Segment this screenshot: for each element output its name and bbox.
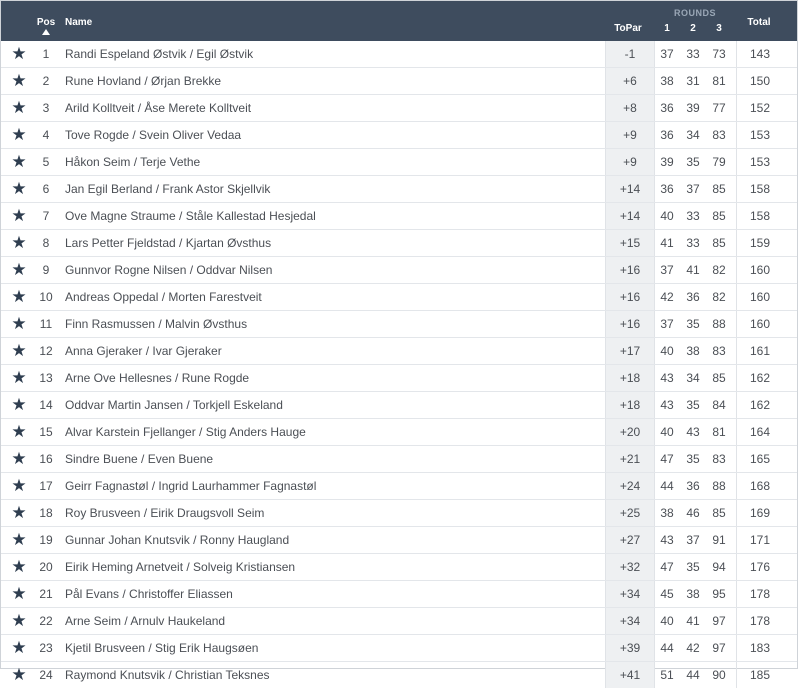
- player-names-cell[interactable]: Eirik Heming Arnetveit / Solveig Kristiansen: [65, 560, 296, 574]
- table-row[interactable]: [1, 365, 797, 392]
- round-1-score-cell: 44: [660, 479, 674, 493]
- topar-cell: -1: [605, 41, 655, 67]
- round-3-score-cell: 85: [712, 371, 726, 385]
- round-3-score-cell: 83: [712, 344, 726, 358]
- table-row[interactable]: [1, 473, 797, 500]
- player-names-cell[interactable]: Andreas Oppedal / Morten Farestveit: [65, 290, 262, 304]
- round-2-score-cell: 33: [686, 209, 700, 223]
- table-row[interactable]: [1, 419, 797, 446]
- position-cell: 22: [39, 614, 53, 628]
- table-row[interactable]: [1, 257, 797, 284]
- total-column-header[interactable]: Total: [747, 17, 771, 28]
- star-icon[interactable]: ★: [11, 287, 27, 306]
- position-cell: 7: [42, 209, 50, 223]
- star-icon[interactable]: ★: [11, 125, 27, 144]
- player-names-cell[interactable]: Ove Magne Straume / Ståle Kallestad Hesjedal: [65, 209, 316, 223]
- total-score-cell: 183: [736, 635, 783, 661]
- star-icon[interactable]: ★: [11, 233, 27, 252]
- total-score-cell: 178: [736, 608, 783, 634]
- round-2-score-cell: 33: [686, 47, 700, 61]
- round-3-score-cell: 88: [712, 317, 726, 331]
- round-3-score-cell: 91: [712, 533, 726, 547]
- round-2-score-cell: 43: [686, 425, 700, 439]
- table-row[interactable]: [1, 230, 797, 257]
- round-3-score-cell: 83: [712, 452, 726, 466]
- topar-cell: +32: [605, 554, 655, 580]
- round-1-score-cell: 51: [660, 668, 674, 682]
- position-cell: 16: [39, 452, 53, 466]
- player-names-cell[interactable]: Arild Kolltveit / Åse Merete Kolltveit: [65, 101, 252, 115]
- topar-cell: +34: [605, 581, 655, 607]
- topar-cell: +15: [605, 230, 655, 256]
- table-row[interactable]: [1, 122, 797, 149]
- round-3-score-cell: 82: [712, 290, 726, 304]
- player-names-cell[interactable]: Alvar Karstein Fjellanger / Stig Anders Hauge: [65, 425, 306, 439]
- round-1-score-cell: 40: [660, 614, 674, 628]
- total-score-cell: 164: [736, 419, 783, 445]
- topar-cell: +9: [605, 122, 655, 148]
- topar-cell: +27: [605, 527, 655, 553]
- total-score-cell: 153: [736, 149, 783, 175]
- total-score-cell: 158: [736, 176, 783, 202]
- player-names-cell[interactable]: Lars Petter Fjeldstad / Kjartan Øvsthus: [65, 236, 272, 250]
- round-1-score-cell: 45: [660, 587, 674, 601]
- table-row[interactable]: [1, 527, 797, 554]
- player-names-cell[interactable]: Oddvar Martin Jansen / Torkjell Eskeland: [65, 398, 283, 412]
- pos-column-header[interactable]: Pos: [36, 17, 56, 28]
- name-column-header[interactable]: Name: [65, 17, 93, 28]
- player-names-cell[interactable]: Geirr Fagnastøl / Ingrid Laurhammer Fagnastøl: [65, 479, 317, 493]
- round-2-score-cell: 37: [686, 182, 700, 196]
- player-names-cell[interactable]: Gunnar Johan Knutsvik / Ronny Haugland: [65, 533, 290, 547]
- total-score-cell: 160: [736, 257, 783, 283]
- position-cell: 3: [42, 101, 50, 115]
- round-2-score-cell: 35: [686, 560, 700, 574]
- rounds-group-header: ROUNDS: [673, 8, 716, 18]
- round-3-score-cell: 90: [712, 668, 726, 682]
- star-icon[interactable]: ★: [11, 665, 27, 684]
- total-score-cell: 169: [736, 500, 783, 526]
- position-cell: 8: [42, 236, 50, 250]
- round-1-score-cell: 43: [660, 371, 674, 385]
- table-row[interactable]: [1, 311, 797, 338]
- star-icon[interactable]: ★: [11, 422, 27, 441]
- player-names-cell[interactable]: Pål Evans / Christoffer Eliassen: [65, 587, 233, 601]
- round-2-score-cell: 46: [686, 506, 700, 520]
- round-3-score-cell: 94: [712, 560, 726, 574]
- player-names-cell[interactable]: Raymond Knutsvik / Christian Teksnes: [65, 668, 270, 682]
- round-2-score-cell: 42: [686, 641, 700, 655]
- round-3-column-header[interactable]: 3: [716, 23, 722, 34]
- position-cell: 21: [39, 587, 53, 601]
- topar-cell: +34: [605, 608, 655, 634]
- total-score-cell: 143: [736, 41, 783, 67]
- topar-cell: +17: [605, 338, 655, 364]
- position-cell: 20: [39, 560, 53, 574]
- round-3-score-cell: 79: [712, 155, 726, 169]
- round-1-score-cell: 44: [660, 641, 674, 655]
- player-names-cell[interactable]: Randi Espeland Østvik / Egil Østvik: [65, 47, 254, 61]
- round-2-score-cell: 39: [686, 101, 700, 115]
- round-2-score-cell: 35: [686, 317, 700, 331]
- player-names-cell[interactable]: Kjetil Brusveen / Stig Erik Haugsøen: [65, 641, 259, 655]
- round-1-score-cell: 36: [660, 128, 674, 142]
- sort-ascending-icon[interactable]: [42, 29, 50, 35]
- round-2-score-cell: 34: [686, 371, 700, 385]
- round-3-score-cell: 85: [712, 236, 726, 250]
- star-icon[interactable]: ★: [11, 98, 27, 117]
- round-1-score-cell: 37: [660, 317, 674, 331]
- round-1-score-cell: 36: [660, 182, 674, 196]
- topar-cell: +9: [605, 149, 655, 175]
- position-cell: 17: [39, 479, 53, 493]
- star-icon[interactable]: ★: [11, 557, 27, 576]
- star-icon[interactable]: ★: [11, 449, 27, 468]
- table-row[interactable]: [1, 176, 797, 203]
- table-row[interactable]: [1, 95, 797, 122]
- star-icon[interactable]: ★: [11, 179, 27, 198]
- round-1-score-cell: 37: [660, 47, 674, 61]
- star-icon[interactable]: ★: [11, 530, 27, 549]
- topar-cell: +16: [605, 257, 655, 283]
- round-1-score-cell: 41: [660, 236, 674, 250]
- position-cell: 12: [39, 344, 53, 358]
- round-3-score-cell: 81: [712, 74, 726, 88]
- round-2-score-cell: 35: [686, 155, 700, 169]
- table-row[interactable]: [1, 635, 797, 662]
- player-names-cell[interactable]: Gunnvor Rogne Nilsen / Oddvar Nilsen: [65, 263, 273, 277]
- player-names-cell[interactable]: Arne Ove Hellesnes / Rune Rogde: [65, 371, 250, 385]
- topar-cell: +25: [605, 500, 655, 526]
- round-1-score-cell: 40: [660, 209, 674, 223]
- round-1-score-cell: 37: [660, 263, 674, 277]
- table-row[interactable]: [1, 338, 797, 365]
- topar-cell: +14: [605, 176, 655, 202]
- topar-cell: +39: [605, 635, 655, 661]
- leaderboard-header: [1, 1, 797, 41]
- table-row[interactable]: [1, 446, 797, 473]
- round-3-score-cell: 97: [712, 614, 726, 628]
- round-1-score-cell: 47: [660, 560, 674, 574]
- table-row[interactable]: [1, 554, 797, 581]
- star-icon[interactable]: ★: [11, 152, 27, 171]
- round-3-score-cell: 82: [712, 263, 726, 277]
- round-3-score-cell: 77: [712, 101, 726, 115]
- total-score-cell: 160: [736, 284, 783, 310]
- table-row[interactable]: [1, 662, 797, 688]
- round-1-score-cell: 39: [660, 155, 674, 169]
- round-1-score-cell: 43: [660, 398, 674, 412]
- topar-cell: +18: [605, 365, 655, 391]
- position-cell: 2: [42, 74, 50, 88]
- round-3-score-cell: 85: [712, 506, 726, 520]
- round-1-score-cell: 36: [660, 101, 674, 115]
- table-row[interactable]: [1, 149, 797, 176]
- star-icon[interactable]: ★: [11, 638, 27, 657]
- player-names-cell[interactable]: Jan Egil Berland / Frank Astor Skjellvik: [65, 182, 271, 196]
- round-1-column-header[interactable]: 1: [664, 23, 670, 34]
- round-3-score-cell: 88: [712, 479, 726, 493]
- round-3-score-cell: 85: [712, 209, 726, 223]
- position-cell: 19: [39, 533, 53, 547]
- player-names-cell[interactable]: Anna Gjeraker / Ivar Gjeraker: [65, 344, 222, 358]
- total-score-cell: 162: [736, 392, 783, 418]
- table-row[interactable]: [1, 203, 797, 230]
- round-3-score-cell: 97: [712, 641, 726, 655]
- topar-cell: +8: [605, 95, 655, 121]
- topar-cell: +20: [605, 419, 655, 445]
- star-icon[interactable]: ★: [11, 503, 27, 522]
- round-3-score-cell: 85: [712, 182, 726, 196]
- round-2-column-header[interactable]: 2: [690, 23, 696, 34]
- table-row[interactable]: [1, 41, 797, 68]
- total-score-cell: 161: [736, 338, 783, 364]
- table-row[interactable]: [1, 581, 797, 608]
- total-score-cell: 171: [736, 527, 783, 553]
- round-1-score-cell: 42: [660, 290, 674, 304]
- position-cell: 6: [42, 182, 50, 196]
- player-names-cell[interactable]: Roy Brusveen / Eirik Draugsvoll Seim: [65, 506, 265, 520]
- leaderboard-rows: [1, 41, 797, 688]
- star-icon[interactable]: ★: [11, 476, 27, 495]
- player-names-cell[interactable]: Rune Hovland / Ørjan Brekke: [65, 74, 222, 88]
- topar-cell: +14: [605, 203, 655, 229]
- star-icon[interactable]: ★: [11, 341, 27, 360]
- position-cell: 11: [39, 317, 53, 331]
- position-cell: 15: [39, 425, 53, 439]
- round-2-score-cell: 38: [686, 344, 700, 358]
- topar-cell: +18: [605, 392, 655, 418]
- player-names-cell[interactable]: Arne Seim / Arnulv Haukeland: [65, 614, 226, 628]
- round-1-score-cell: 38: [660, 506, 674, 520]
- position-cell: 10: [39, 290, 53, 304]
- position-cell: 14: [39, 398, 53, 412]
- round-1-score-cell: 40: [660, 425, 674, 439]
- star-icon[interactable]: ★: [11, 260, 27, 279]
- topar-cell: +21: [605, 446, 655, 472]
- round-1-score-cell: 38: [660, 74, 674, 88]
- total-score-cell: 159: [736, 230, 783, 256]
- table-row[interactable]: [1, 392, 797, 419]
- topar-cell: +16: [605, 284, 655, 310]
- round-2-score-cell: 41: [686, 263, 700, 277]
- player-names-cell[interactable]: Finn Rasmussen / Malvin Øvsthus: [65, 317, 248, 331]
- player-names-cell[interactable]: Sindre Buene / Even Buene: [65, 452, 214, 466]
- star-icon[interactable]: ★: [11, 314, 27, 333]
- position-cell: 5: [42, 155, 50, 169]
- position-cell: 9: [42, 263, 50, 277]
- star-icon[interactable]: ★: [11, 611, 27, 630]
- star-icon[interactable]: ★: [11, 71, 27, 90]
- star-icon[interactable]: ★: [11, 395, 27, 414]
- position-cell: 13: [39, 371, 53, 385]
- table-row[interactable]: [1, 500, 797, 527]
- topar-column-header[interactable]: ToPar: [614, 23, 642, 34]
- round-3-score-cell: 95: [712, 587, 726, 601]
- position-cell: 23: [39, 641, 53, 655]
- total-score-cell: 152: [736, 95, 783, 121]
- total-score-cell: 168: [736, 473, 783, 499]
- round-1-score-cell: 40: [660, 344, 674, 358]
- round-2-score-cell: 31: [686, 74, 700, 88]
- round-3-score-cell: 81: [712, 425, 726, 439]
- round-1-score-cell: 47: [660, 452, 674, 466]
- round-2-score-cell: 34: [686, 128, 700, 142]
- position-cell: 4: [42, 128, 50, 142]
- star-icon[interactable]: ★: [11, 584, 27, 603]
- total-score-cell: 162: [736, 365, 783, 391]
- round-2-score-cell: 44: [686, 668, 700, 682]
- player-names-cell[interactable]: Tove Rogde / Svein Oliver Vedaa: [65, 128, 242, 142]
- topar-cell: +16: [605, 311, 655, 337]
- total-score-cell: 185: [736, 662, 783, 688]
- total-score-cell: 150: [736, 68, 783, 94]
- topar-cell: +24: [605, 473, 655, 499]
- round-2-score-cell: 35: [686, 398, 700, 412]
- player-names-cell[interactable]: Håkon Seim / Terje Vethe: [65, 155, 201, 169]
- position-cell: 18: [39, 506, 53, 520]
- star-icon[interactable]: ★: [11, 368, 27, 387]
- star-icon[interactable]: ★: [11, 44, 27, 63]
- table-row[interactable]: [1, 68, 797, 95]
- total-score-cell: 158: [736, 203, 783, 229]
- table-row[interactable]: [1, 284, 797, 311]
- round-2-score-cell: 38: [686, 587, 700, 601]
- total-score-cell: 153: [736, 122, 783, 148]
- total-score-cell: 165: [736, 446, 783, 472]
- position-cell: 1: [42, 47, 50, 61]
- round-2-score-cell: 41: [686, 614, 700, 628]
- round-2-score-cell: 36: [686, 290, 700, 304]
- round-2-score-cell: 36: [686, 479, 700, 493]
- round-3-score-cell: 73: [712, 47, 726, 61]
- round-1-score-cell: 43: [660, 533, 674, 547]
- round-3-score-cell: 83: [712, 128, 726, 142]
- topar-cell: +6: [605, 68, 655, 94]
- table-row[interactable]: [1, 608, 797, 635]
- total-score-cell: 176: [736, 554, 783, 580]
- round-2-score-cell: 37: [686, 533, 700, 547]
- topar-cell: +41: [605, 662, 655, 688]
- round-3-score-cell: 84: [712, 398, 726, 412]
- star-icon[interactable]: ★: [11, 206, 27, 225]
- total-score-cell: 160: [736, 311, 783, 337]
- round-2-score-cell: 33: [686, 236, 700, 250]
- round-2-score-cell: 35: [686, 452, 700, 466]
- total-score-cell: 178: [736, 581, 783, 607]
- position-cell: 24: [39, 668, 53, 682]
